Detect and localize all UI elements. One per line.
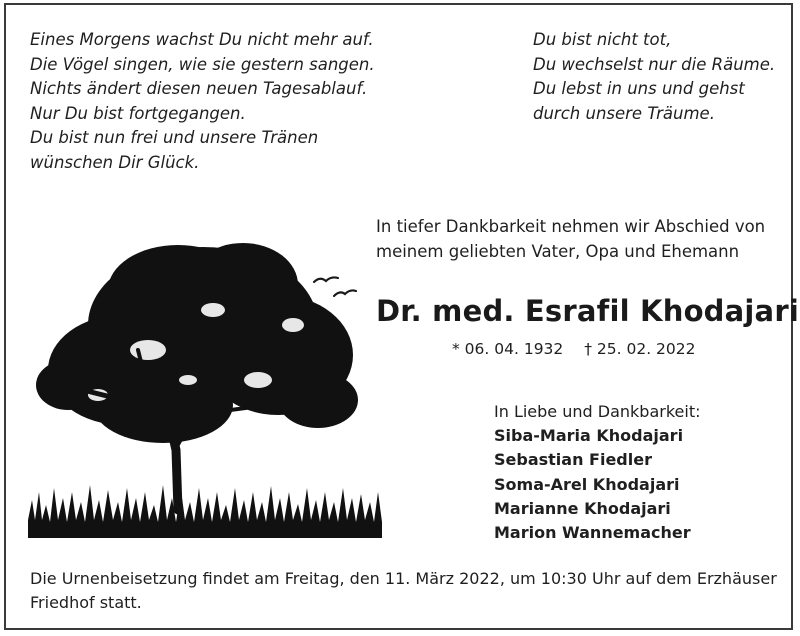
mourner-name: Marianne Khodajari xyxy=(494,498,671,518)
poem-right-line: Du lebst in uns und gehst xyxy=(533,79,745,99)
mourner-name: Soma-Arel Khodajari xyxy=(494,474,680,494)
poem-left-line: Nichts ändert diesen neuen Tagesablauf. xyxy=(30,79,368,99)
tree-silhouette-icon xyxy=(28,230,383,540)
poem-left-line: Nur Du bist fortgegangen. xyxy=(30,103,246,123)
poem-right xyxy=(533,28,775,126)
farewell-intro xyxy=(376,215,765,264)
mourners-block xyxy=(494,400,700,545)
poem-right-line: Du bist nicht tot, xyxy=(533,30,672,49)
poem-right-line: durch unsere Träume. xyxy=(533,103,715,123)
poem-left-line: Die Vögel singen, wie sie gestern sangen. xyxy=(30,54,375,74)
mourners-heading: In Liebe und Dankbarkeit: xyxy=(494,402,701,421)
poem-left-line: Eines Morgens wachst Du nicht mehr auf. xyxy=(30,30,374,49)
poem-left-line: Du bist nun frei und unsere Tränen xyxy=(30,128,319,148)
intro-line: meinem geliebten Vater, Opa und Ehemann xyxy=(376,241,740,261)
mourner-name: Sebastian Fiedler xyxy=(494,450,652,470)
birth-date: * 06. 04. 1932 xyxy=(452,340,564,358)
poem-right-line: Du wechselst nur die Räume. xyxy=(533,54,776,74)
death-date: † 25. 02. 2022 xyxy=(584,340,696,358)
intro-line: In tiefer Dankbarkeit nehmen wir Abschied von xyxy=(376,217,766,236)
deceased-name: Dr. med. Esrafil Khodajari xyxy=(376,294,799,328)
poem-left-line: wünschen Dir Glück. xyxy=(30,152,200,172)
life-dates xyxy=(452,340,712,358)
mourner-name: Siba-Maria Khodajari xyxy=(494,426,684,446)
funeral-notice: Die Urnenbeisetzung findet am Freitag, den 11. März 2022, um 10:30 Uhr auf dem Erzhäuser Friedhof statt. xyxy=(30,569,777,612)
mourner-name: Marion Wannemacher xyxy=(494,523,691,543)
poem-left xyxy=(30,28,375,176)
